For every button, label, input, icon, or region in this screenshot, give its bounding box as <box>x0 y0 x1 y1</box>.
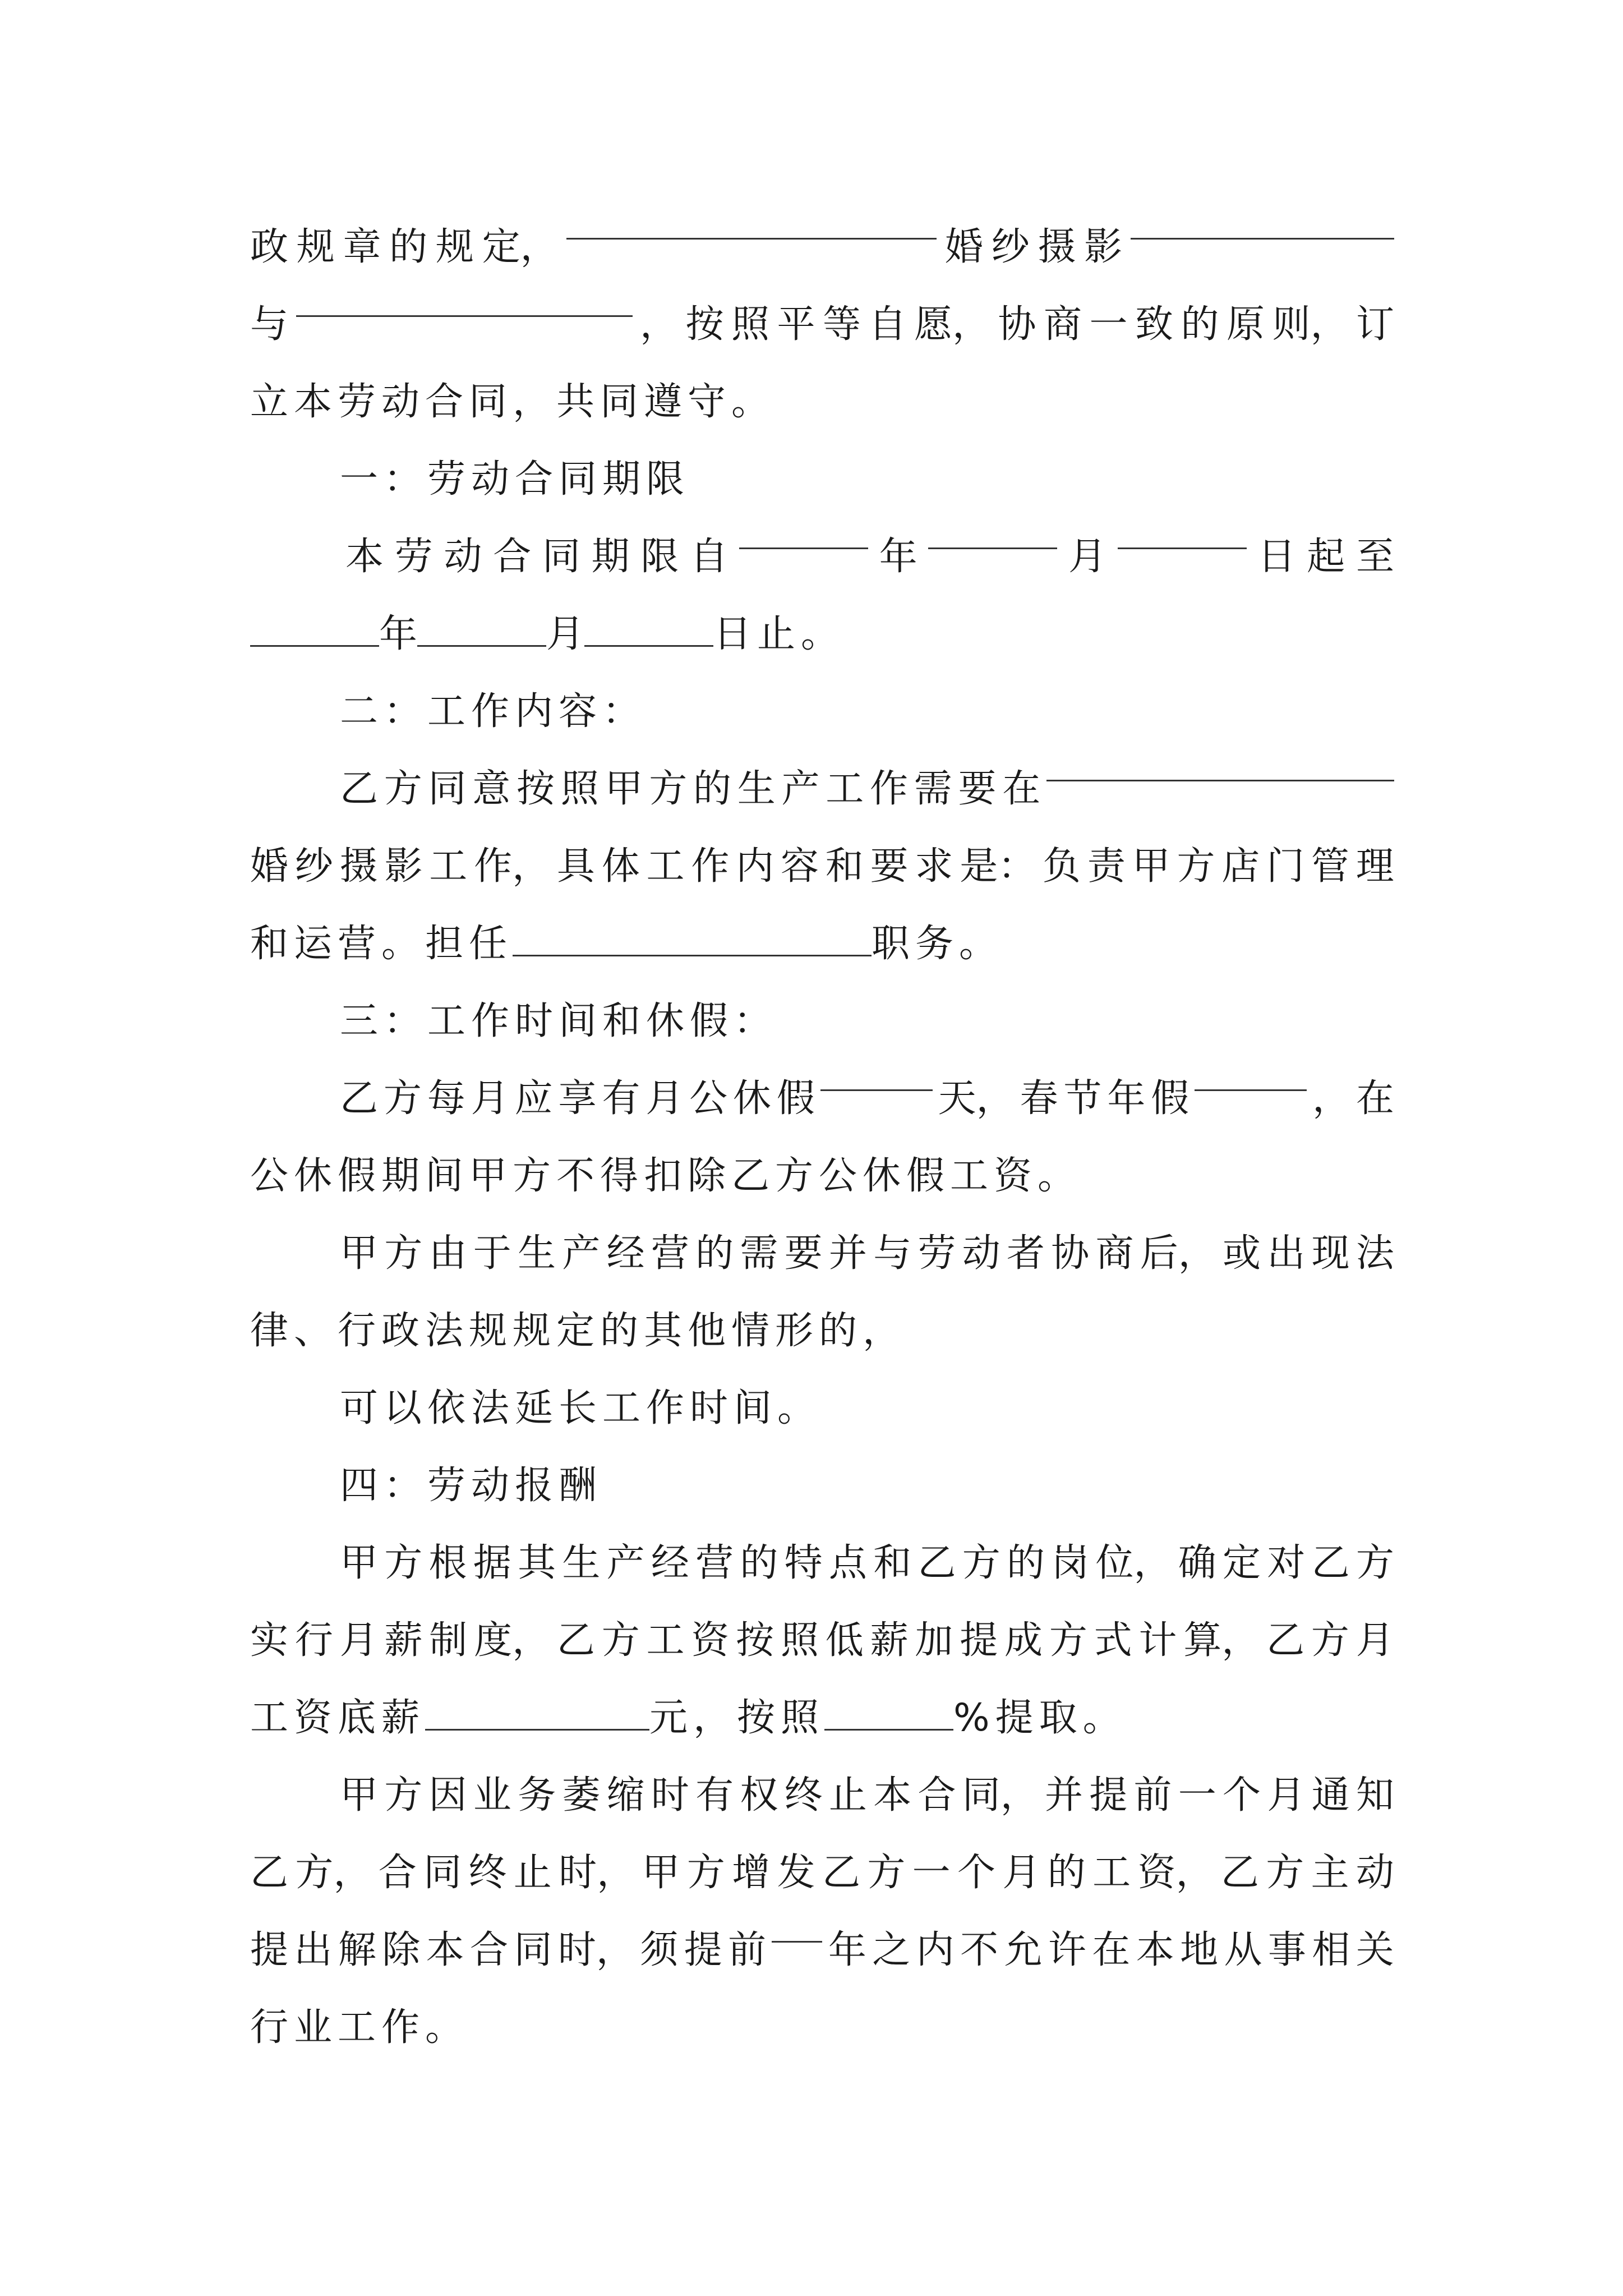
char: 乙 <box>556 1618 595 1663</box>
char: 并 <box>828 1231 867 1276</box>
char: 知 <box>1355 1773 1394 1818</box>
char: 容 <box>780 844 819 889</box>
text-line: 公休假期间甲方不得扣除乙方公休假工资。 <box>250 1154 1082 1198</box>
char: 日 <box>1257 535 1296 579</box>
char: 因 <box>428 1773 467 1818</box>
char: 工 <box>429 844 468 889</box>
char: 自 <box>868 302 907 347</box>
fill-blank-year[interactable] <box>250 616 379 647</box>
char: 工 <box>826 767 864 811</box>
char: 提 <box>960 1618 998 1663</box>
char: 制 <box>429 1618 468 1663</box>
char: 算， <box>1183 1618 1260 1663</box>
char: 不 <box>960 1928 999 1972</box>
char: ， <box>1312 1076 1351 1121</box>
char: 方 <box>686 1851 725 1895</box>
char: 缩 <box>606 1773 645 1818</box>
char: 责 <box>1087 844 1126 889</box>
char: 纱 <box>294 844 333 889</box>
fill-blank-day[interactable] <box>1118 518 1247 549</box>
char: 本 <box>345 535 384 579</box>
char: 动 <box>962 1231 1000 1276</box>
char: 并 <box>1044 1773 1083 1818</box>
char: 计 <box>1138 1618 1177 1663</box>
char: 行 <box>294 1618 333 1663</box>
char: 除 <box>382 1928 421 1972</box>
char: 营 <box>651 1231 689 1276</box>
text-line <box>250 828 1394 905</box>
char: 其 <box>518 1541 556 1585</box>
text-line <box>250 1912 1394 1989</box>
char: 协 <box>1051 1231 1090 1276</box>
char: 方 <box>384 1231 423 1276</box>
char: 本 <box>873 1773 912 1818</box>
char: 前 <box>1133 1773 1172 1818</box>
char: 月 <box>1002 1851 1041 1895</box>
char: 岗 <box>1051 1541 1090 1585</box>
char: 管 <box>1311 844 1349 889</box>
char: 经 <box>606 1231 645 1276</box>
text-line <box>250 1834 1394 1912</box>
char: 按 <box>685 302 724 347</box>
char: 一 <box>912 1851 951 1895</box>
char: 期 <box>591 535 630 579</box>
char: 起 <box>1307 535 1345 579</box>
text-line <box>250 209 1394 286</box>
char: 薪 <box>384 1618 423 1663</box>
char: ， <box>639 302 678 347</box>
char: 相 <box>1312 1928 1350 1972</box>
fill-blank-years[interactable] <box>772 1912 822 1943</box>
char: 乙 <box>822 1851 860 1895</box>
char: 纱 <box>991 225 1030 269</box>
char: 同 <box>428 767 467 811</box>
char: 一 <box>1178 1773 1216 1818</box>
char: 增 <box>732 1851 771 1895</box>
char: 生 <box>518 1231 556 1276</box>
char: 式 <box>1094 1618 1132 1663</box>
char: 点 <box>828 1541 867 1585</box>
char: 甲 <box>642 1851 680 1895</box>
char: 方 <box>384 1773 423 1818</box>
char: 月 <box>645 1076 684 1121</box>
char: 出 <box>1267 1231 1306 1276</box>
char: 方 <box>1311 1618 1349 1663</box>
char: 照 <box>780 1618 819 1663</box>
char: 月 <box>1355 1618 1394 1663</box>
char: 的 <box>695 1231 734 1276</box>
char: 或 <box>1223 1231 1261 1276</box>
char: 方 <box>601 1618 640 1663</box>
char: 甲 <box>1132 844 1170 889</box>
section-heading: 三：工作时间和休假： <box>340 999 778 1043</box>
char: 工 <box>1092 1851 1131 1895</box>
text-line <box>250 286 1394 364</box>
char: 权 <box>740 1773 778 1818</box>
char: 婚 <box>250 844 289 889</box>
char: 方， <box>295 1851 372 1895</box>
char: 劳 <box>917 1231 956 1276</box>
text-line <box>340 751 1394 828</box>
char: 动 <box>1355 1851 1394 1895</box>
char: 工 <box>646 1618 685 1663</box>
char: 前 <box>728 1928 767 1972</box>
char: 确 <box>1178 1541 1216 1585</box>
char: 作 <box>691 844 730 889</box>
char: 摄 <box>339 844 378 889</box>
char: 方 <box>1177 844 1215 889</box>
fill-blank-year[interactable] <box>739 518 868 549</box>
fill-blank-base-salary[interactable] <box>425 1700 649 1731</box>
char: 和 <box>825 844 864 889</box>
char: 定， <box>482 225 559 269</box>
char: 方 <box>384 1541 423 1585</box>
char: 规 <box>296 225 335 269</box>
fill-blank-month[interactable] <box>417 616 546 647</box>
char: 止 <box>828 1773 867 1818</box>
char: 乙 <box>340 767 379 811</box>
char: 时， <box>559 1851 635 1895</box>
char: 的 <box>740 1541 778 1585</box>
char: 发 <box>777 1851 815 1895</box>
char: 年 <box>879 535 917 579</box>
char: 意 <box>472 767 511 811</box>
char: 根 <box>428 1541 467 1585</box>
fill-blank[interactable] <box>1046 751 1394 781</box>
fill-blank-days[interactable] <box>820 1060 933 1091</box>
text-line <box>340 1525 1394 1602</box>
char: 章 <box>343 225 381 269</box>
char: 具 <box>556 844 595 889</box>
char: 愿， <box>914 302 990 347</box>
char: 同 <box>514 1928 552 1972</box>
char: 要 <box>958 767 997 811</box>
char: 在 <box>1092 1928 1131 1972</box>
text-line <box>250 596 1394 673</box>
char: 解 <box>338 1928 376 1972</box>
char: 个 <box>957 1851 996 1895</box>
char: 终 <box>784 1773 823 1818</box>
char: 资 <box>691 1618 730 1663</box>
char: 方 <box>649 767 688 811</box>
text-line: 律、行政法规规定的其他情形的， <box>250 1309 907 1353</box>
char: 终 <box>468 1851 507 1895</box>
char: 摄 <box>1038 225 1076 269</box>
char: 特 <box>784 1541 823 1585</box>
char: 店 <box>1221 844 1260 889</box>
char: 按 <box>517 767 555 811</box>
text-line <box>250 905 1394 983</box>
char: 有 <box>602 1076 640 1121</box>
text-line <box>340 1060 1394 1138</box>
char: 负 <box>1043 844 1081 889</box>
char: 方 <box>384 767 422 811</box>
text-segment: 工资底薪 <box>250 1696 426 1740</box>
char: 提 <box>1089 1773 1128 1818</box>
fill-blank-days[interactable] <box>1195 1060 1307 1091</box>
char: 有 <box>695 1773 734 1818</box>
char: 婚 <box>945 225 984 269</box>
char: 协 <box>998 302 1036 347</box>
char: 月 <box>471 1076 509 1121</box>
char: 后， <box>1140 1231 1216 1276</box>
char: 方 <box>383 1076 422 1121</box>
char: 的 <box>1047 1851 1086 1895</box>
char: 则， <box>1272 302 1349 347</box>
char: 时 <box>651 1773 689 1818</box>
char: 止 <box>513 1851 552 1895</box>
char: 的 <box>1006 1541 1045 1585</box>
text-line: 可以依法延长工作时间。 <box>340 1386 822 1430</box>
char: 年 <box>379 612 418 656</box>
char: 甲 <box>340 1773 379 1818</box>
char: 休 <box>733 1076 772 1121</box>
char: 照 <box>731 302 769 347</box>
char: 方 <box>1049 1618 1087 1663</box>
char: 合 <box>917 1773 956 1818</box>
char: 实 <box>250 1618 289 1663</box>
char: 的 <box>1181 302 1219 347</box>
char: 允 <box>1004 1928 1043 1972</box>
char: 产 <box>606 1541 645 1585</box>
char: 低 <box>825 1618 864 1663</box>
char: 乙 <box>1266 1618 1305 1663</box>
char: 方 <box>1266 1851 1304 1895</box>
text-line <box>340 1757 1394 1834</box>
char: 乙 <box>340 1076 379 1121</box>
char: 原 <box>1226 302 1265 347</box>
char: 假 <box>1151 1076 1189 1121</box>
char: 规 <box>435 225 474 269</box>
char: 年 <box>828 1928 866 1972</box>
char: 月 <box>546 612 585 656</box>
char: 月 <box>1267 1773 1306 1818</box>
char: 对 <box>1267 1541 1306 1585</box>
text-line <box>250 1602 1394 1680</box>
char: 是： <box>960 844 1036 889</box>
char: 在 <box>1355 1076 1394 1121</box>
char: 方 <box>1355 1541 1394 1585</box>
char: 月 <box>339 1618 378 1663</box>
char: 须 <box>640 1928 679 1972</box>
char: 日止。 <box>713 612 845 656</box>
char: 事 <box>1267 1928 1306 1972</box>
char: 和 <box>873 1541 912 1585</box>
char: 按 <box>736 1618 774 1663</box>
char: 产 <box>781 767 820 811</box>
char: 乙 <box>1220 1851 1259 1895</box>
char: 由 <box>428 1231 467 1276</box>
fill-blank[interactable] <box>1131 209 1394 240</box>
char: 甲 <box>340 1541 379 1585</box>
char: 乙 <box>250 1851 289 1895</box>
char: 理 <box>1355 844 1394 889</box>
char: 商 <box>1095 1231 1134 1276</box>
char: 加 <box>915 1618 953 1663</box>
char: 体 <box>601 844 640 889</box>
char: 平 <box>777 302 815 347</box>
char: 薪 <box>870 1618 909 1663</box>
char: 于 <box>473 1231 511 1276</box>
char: 定 <box>1223 1541 1261 1585</box>
char: 动 <box>444 535 482 579</box>
char: 方 <box>962 1541 1000 1585</box>
fill-blank-commission-rate[interactable] <box>824 1700 953 1731</box>
char: 内 <box>916 1928 955 1972</box>
char: 等 <box>822 302 861 347</box>
char: 同， <box>962 1773 1039 1818</box>
char: 作， <box>474 844 551 889</box>
char: 务 <box>518 1773 556 1818</box>
fill-blank-month[interactable] <box>928 518 1057 549</box>
char: 作 <box>870 767 909 811</box>
char: 的 <box>693 767 732 811</box>
char: 经 <box>651 1541 689 1585</box>
char: 至 <box>1355 535 1394 579</box>
char: 通 <box>1311 1773 1350 1818</box>
char: 提 <box>684 1928 722 1972</box>
text-segment: 元，按照 <box>649 1696 825 1740</box>
fill-blank-position[interactable] <box>513 926 872 956</box>
char: 公 <box>689 1076 728 1121</box>
char: 的 <box>389 225 428 269</box>
char: 本 <box>1136 1928 1174 1972</box>
char: 关 <box>1355 1928 1394 1972</box>
char: 需 <box>914 767 952 811</box>
text-line: 立本劳动合同，共同遵守。 <box>250 380 776 424</box>
char: 同 <box>423 1851 462 1895</box>
char: 地 <box>1180 1928 1219 1972</box>
char: 者 <box>1006 1231 1045 1276</box>
char: 资， <box>1137 1851 1214 1895</box>
char: 据 <box>473 1541 511 1585</box>
char: 天， <box>938 1076 1015 1121</box>
char: 度， <box>474 1618 551 1663</box>
char: 现 <box>1311 1231 1350 1276</box>
fill-blank-day[interactable] <box>584 616 713 647</box>
text-line: 行业工作。 <box>250 2005 469 2050</box>
char: 营 <box>695 1541 734 1585</box>
char: 假 <box>776 1076 815 1121</box>
char: 限 <box>640 535 679 579</box>
char: 工 <box>646 844 685 889</box>
char: 位， <box>1095 1541 1172 1585</box>
char: 影 <box>1084 225 1123 269</box>
char: 出 <box>294 1928 333 1972</box>
section-heading: 二：工作内容： <box>340 689 647 734</box>
char: 提 <box>250 1928 289 1972</box>
char: 合 <box>470 1928 509 1972</box>
char: 享 <box>558 1076 597 1121</box>
document-page <box>250 0 1394 2296</box>
char: 主 <box>1311 1851 1349 1895</box>
fill-blank[interactable] <box>296 286 633 317</box>
char: 许 <box>1048 1928 1086 1972</box>
char: 政 <box>250 225 289 269</box>
char: 内 <box>736 844 774 889</box>
char: 应 <box>514 1076 553 1121</box>
char: 劳 <box>394 535 433 579</box>
text-segment: %提取。 <box>953 1696 1127 1740</box>
char: 年 <box>1107 1076 1146 1121</box>
section-heading: 一：劳动合同期限 <box>340 457 690 501</box>
char: 订 <box>1355 302 1394 347</box>
char: 照 <box>560 767 599 811</box>
char: 同 <box>542 535 580 579</box>
char: 要 <box>870 844 909 889</box>
char: 合 <box>493 535 532 579</box>
char: 乙 <box>1311 1541 1350 1585</box>
text-line <box>345 518 1394 596</box>
char: 时， <box>557 1928 634 1972</box>
char: 成 <box>1004 1618 1043 1663</box>
char: 从 <box>1224 1928 1262 1972</box>
char: 门 <box>1266 844 1305 889</box>
char: 与 <box>873 1231 912 1276</box>
char: 业 <box>473 1773 511 1818</box>
char: 萎 <box>562 1773 601 1818</box>
char: 节 <box>1063 1076 1102 1121</box>
char: 在 <box>1002 767 1041 811</box>
text-line <box>340 1215 1394 1292</box>
char: 合 <box>378 1851 417 1895</box>
char: 产 <box>562 1231 601 1276</box>
char: 春 <box>1020 1076 1058 1121</box>
char: 求 <box>915 844 953 889</box>
char: 法 <box>1355 1231 1394 1276</box>
text-line <box>250 1680 1394 1757</box>
section-heading: 四：劳动报酬 <box>340 1464 603 1508</box>
char: 之 <box>872 1928 911 1972</box>
text-segment: 和运营。担任 <box>250 922 513 966</box>
char: 与 <box>250 302 289 347</box>
char: 方 <box>867 1851 906 1895</box>
char: 自 <box>690 535 728 579</box>
char: 要 <box>784 1231 823 1276</box>
char: 乙 <box>917 1541 956 1585</box>
char: 需 <box>740 1231 778 1276</box>
char: 每 <box>427 1076 465 1121</box>
text-segment: 职务。 <box>872 922 1003 966</box>
char: 本 <box>426 1928 464 1972</box>
char: 个 <box>1223 1773 1261 1818</box>
char: 影 <box>384 844 423 889</box>
char: 致 <box>1135 302 1173 347</box>
char: 生 <box>562 1541 601 1585</box>
char: 月 <box>1068 535 1107 579</box>
char: 一 <box>1089 302 1128 347</box>
char: 甲 <box>605 767 643 811</box>
char: 甲 <box>340 1231 379 1276</box>
char: 商 <box>1043 302 1082 347</box>
char: 生 <box>737 767 776 811</box>
fill-blank[interactable] <box>566 209 937 240</box>
